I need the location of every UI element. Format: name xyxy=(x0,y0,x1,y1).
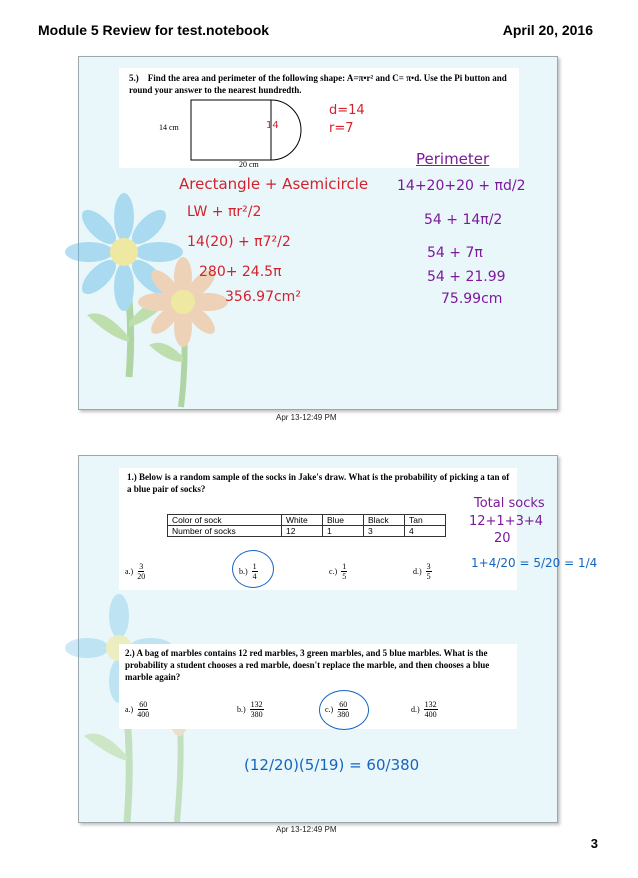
slide-2-timestamp: Apr 13-12:49 PM xyxy=(276,825,337,834)
table-cell: 3 xyxy=(364,526,405,537)
q2-choice-d: d.) $\frac{132}{400}$ xyxy=(411,700,437,719)
notebook-slide-1 xyxy=(78,56,558,410)
hand-perimeter-step-4: 54 + 21.99 xyxy=(427,269,506,285)
q1-choice-d: d.) $\frac{3}{5}$ xyxy=(413,562,431,581)
question-2-text: 2.) A bag of marbles contains 12 red marbles, 3 green marbles, and 5 blue marbles. What is the probability a student chooses a red marble, doesn't replace the marble, and then chooses a blue marble again? xyxy=(125,648,490,682)
table-cell: 12 xyxy=(282,526,323,537)
answer-circle-c xyxy=(319,690,369,730)
width-label: 20 cm xyxy=(239,160,259,169)
q1-choice-c: c.) $\frac{1}{5}$ xyxy=(329,562,347,581)
q1-choice-b: b.) $\frac{1}{4}$ xyxy=(239,562,257,581)
hand-area-step-3: 280+ 24.5π xyxy=(199,264,282,280)
hand-total-title: Total socks xyxy=(474,496,545,511)
document-date: April 20, 2016 xyxy=(502,22,593,38)
slide-1-timestamp: Apr 13-12:49 PM xyxy=(276,413,337,422)
rectangle-semicircle-figure xyxy=(189,98,309,168)
hand-area-step-2: 14(20) + π7²/2 xyxy=(187,234,291,250)
socks-table xyxy=(167,514,446,537)
table-row xyxy=(168,526,446,537)
table-cell: 4 xyxy=(405,526,446,537)
hand-perimeter-title: Perimeter xyxy=(416,150,490,168)
question-1-box xyxy=(119,468,517,590)
document-title: Module 5 Review for test.notebook xyxy=(38,22,270,38)
answer-circle-b xyxy=(232,550,274,588)
question-1-text: 1.) Below is a random sample of the socks in Jake's draw. What is the probability of picking a tan of a blue pair of socks? xyxy=(127,472,510,494)
hand-perimeter-step-1: 14+20+20 + πd/2 xyxy=(397,178,526,194)
table-cell: 1 xyxy=(323,526,364,537)
hand-area-title: Arectangle + Asemicircle xyxy=(179,175,369,193)
table-cell: Number of socks xyxy=(168,526,282,537)
hand-q1-work: 1+4/20 = 5/20 = 1/4 xyxy=(471,556,598,570)
hand-diameter: d=14 xyxy=(329,103,365,118)
question-2-box xyxy=(119,644,517,729)
q2-choice-a: a.) $\frac{60}{400}$ xyxy=(125,700,150,719)
q2-choice-c: c.) $\frac{60}{380}$ xyxy=(325,700,350,719)
table-header-row xyxy=(168,515,446,526)
hand-marble-work: (12/20)(5/19) = 60/380 xyxy=(244,756,420,774)
page-number: 3 xyxy=(590,836,598,851)
hand-area-answer: 356.97cm² xyxy=(225,289,301,305)
hand-perimeter-answer: 75.99cm xyxy=(441,291,503,307)
table-cell: Color of sock xyxy=(168,515,282,526)
question-5-text: 5.) Find the area and perimeter of the following shape: A=π•r² and C= π•d. Use the Pi button and round your answer to the nearest hundredth. xyxy=(129,73,507,95)
q2-choice-b: b.) $\frac{132}{380}$ xyxy=(237,700,263,719)
hand-total: 20 xyxy=(494,531,511,546)
hand-area-step-1: LW + πr²/2 xyxy=(187,204,262,220)
hand-figure-14: 14 xyxy=(266,120,279,131)
height-label: 14 cm xyxy=(159,123,179,132)
table-cell: Blue xyxy=(323,515,364,526)
q1-choice-a: a.) $\frac{3}{20}$ xyxy=(125,562,146,581)
hand-perimeter-step-2: 54 + 14π/2 xyxy=(424,212,503,228)
hand-perimeter-step-3: 54 + 7π xyxy=(427,245,483,261)
notebook-slide-2 xyxy=(78,455,598,823)
hand-total-sum: 12+1+3+4 xyxy=(469,514,544,529)
hand-radius: r=7 xyxy=(329,121,354,136)
table-cell: White xyxy=(282,515,323,526)
table-cell: Tan xyxy=(405,515,446,526)
table-cell: Black xyxy=(364,515,405,526)
